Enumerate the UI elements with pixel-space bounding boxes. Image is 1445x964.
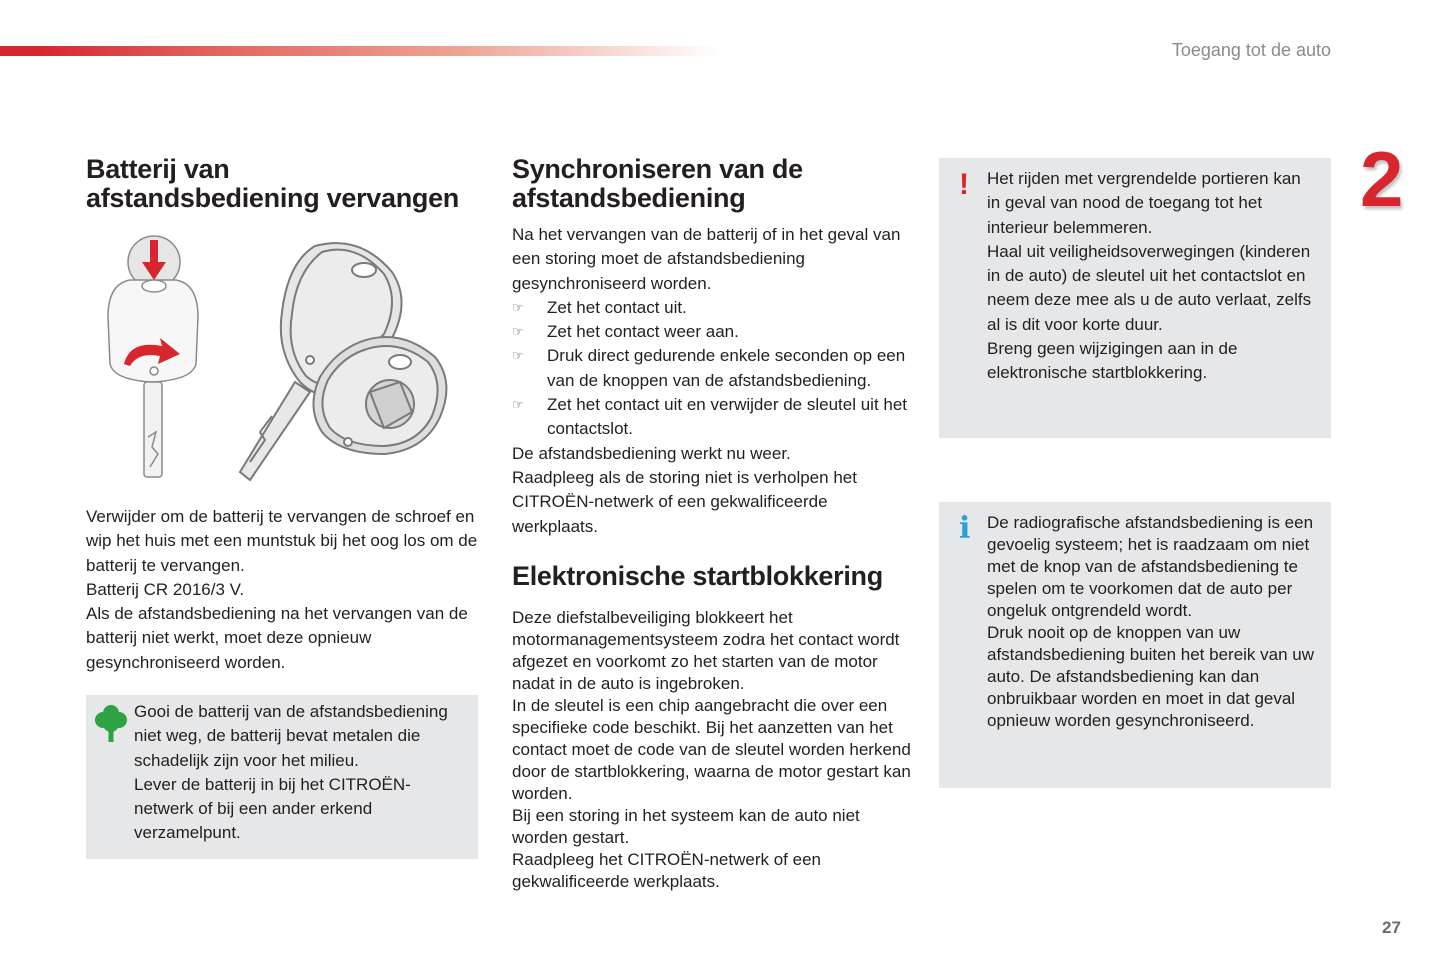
info-line: De radiografische afstandsbediening is een gevoelig systeem; het is raadzaam om niet met de knop van de afstandsbediening te spelen om te voorkomen dat de auto per ongeluk ontgrendeld wordt.: [987, 513, 1314, 620]
exclamation-icon: !: [959, 168, 969, 201]
immobilizer-paragraph: Deze diefstalbeveiliging blokkeert het motormanagementsysteem zodra het contact wordt afgezet en voorkomt zo het starten van de motor nadat in de auto is ingebroken.: [512, 607, 900, 693]
immobilizer-paragraph: Bij een storing in het systeem kan de auto niet worden gestart.: [512, 805, 860, 847]
sync-steps-list: [512, 296, 912, 442]
pointing-hand-icon: ☞: [512, 299, 524, 315]
environment-note: [86, 695, 478, 859]
pointing-hand-icon: ☞: [512, 397, 524, 413]
header-accent-bar: [0, 46, 720, 56]
immobilizer-text: [512, 607, 912, 893]
battery-instructions: [86, 505, 481, 675]
battery-paragraph: Batterij CR 2016/3 V.: [86, 579, 245, 599]
sync-outro: De afstandsbediening werkt nu weer.: [512, 443, 791, 463]
battery-section-heading: [86, 155, 481, 213]
sync-title-line2: afstandsbediening: [512, 183, 746, 213]
sync-step: ☞ Zet het contact weer aan.: [512, 320, 912, 344]
warning-note: [939, 158, 1331, 438]
immobilizer-paragraph: Raadpleeg het CITROËN-netwerk of een gekwalificeerde werkplaats.: [512, 849, 821, 891]
chapter-number: 2: [1360, 135, 1404, 223]
battery-paragraph: Verwijder om de batterij te vervangen de schroef en wip het huis met een muntstuk bij het oog los om de batterij te vervangen.: [86, 507, 478, 575]
sync-step: ☞ Zet het contact uit en verwijder de sleutel uit het contactslot.: [512, 395, 908, 439]
sync-title-line1: Synchroniseren van de: [512, 154, 803, 184]
warning-line: Het rijden met vergrendelde portieren kan in geval van nood de toegang tot het interieur belemmeren.: [987, 169, 1301, 237]
warning-line: Haal uit veiligheidsoverwegingen (kinderen in de auto) de sleutel uit het contactslot en neem deze mee als u de auto verlaat, zelfs al is dit voor korte duur.: [987, 241, 1312, 334]
info-line: Druk nooit op de knoppen van uw afstandsbediening buiten het bereik van uw auto. De afstandsbediening kan dan onbruikbaar worden en moet in dat geval opnieuw worden gesynchroniseerd.: [987, 623, 1315, 730]
pointing-hand-icon: ☞: [512, 348, 524, 364]
info-note: [939, 502, 1331, 788]
eco-note-line: Lever de batterij in bij het CITROËN-netwerk of bij een ander erkend verzamelpunt.: [134, 774, 411, 843]
section-title: Toegang tot de auto: [1171, 40, 1331, 60]
sync-intro: Na het vervangen van de batterij of in het geval van een storing moet de afstandsbediening gesynchroniseerd worden.: [512, 225, 901, 293]
pointing-hand-icon: ☞: [512, 324, 524, 340]
sync-section: [512, 155, 912, 893]
battery-paragraph: Als de afstandsbediening na het vervangen van de batterij niet werkt, moet deze opnieuw gesynchroniseerd worden.: [86, 604, 468, 672]
sync-title: [512, 155, 912, 213]
page-number: 27: [1382, 918, 1401, 937]
battery-title-line2: afstandsbediening vervangen: [86, 183, 459, 213]
sync-outro: Raadpleeg als de storing niet is verholpen het CITROËN-netwerk of een gekwalificeerde werkplaats.: [512, 467, 857, 536]
info-icon: i: [959, 511, 971, 546]
sync-step: ☞ Druk direct gedurende enkele seconden op een van de knoppen van de afstandsbediening.: [512, 346, 906, 390]
sync-step: ☞ Zet het contact uit.: [512, 296, 912, 320]
warning-line: Breng geen wijzigingen aan in de elektronische startblokkering.: [987, 339, 1238, 383]
immobilizer-paragraph: In de sleutel is een chip aangebracht die over een specifieke code beschikt. Bij het aanzetten van het contact moet de code van de sleutel worden herkend door de startblokkering, waarna de motor gestart kan worden.: [512, 695, 911, 803]
eco-note-line: Gooi de batterij van de afstandsbediening niet weg, de batterij bevat metalen die schadelijk zijn voor het milieu.: [134, 702, 448, 770]
tree-icon: [94, 703, 128, 743]
key-battery-illustration: [100, 232, 460, 487]
battery-title-line1: Batterij van: [86, 154, 230, 184]
immobilizer-title: Elektronische startblokkering: [512, 560, 883, 591]
